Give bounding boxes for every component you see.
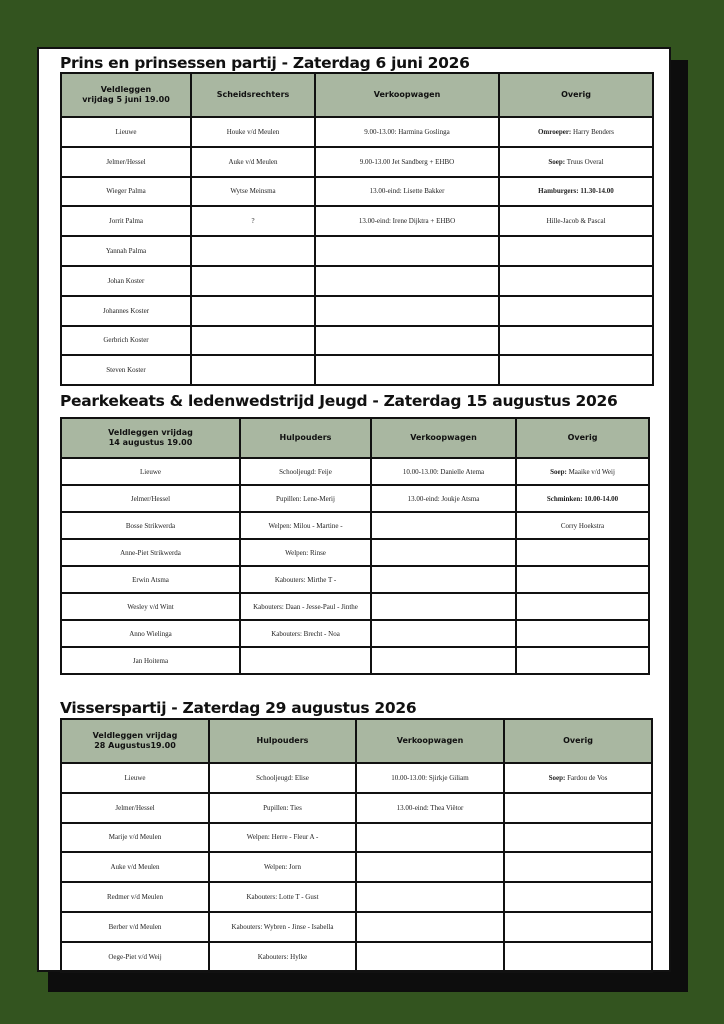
- table-row: [61, 206, 653, 236]
- cell-helpers: [240, 647, 371, 674]
- cell-verkoopwagen: [315, 236, 499, 266]
- column-header-overig: Overig: [504, 719, 652, 763]
- column-header-verkoopwagen: Verkoopwagen: [371, 418, 516, 458]
- table-row: [61, 266, 653, 296]
- cell-veldleggen: Johannes Koster: [61, 296, 191, 326]
- cell-verkoopwagen: [315, 266, 499, 296]
- cell-verkoopwagen: 13.00-eind: Lisette Bakker: [315, 177, 499, 207]
- table-row: [61, 647, 649, 674]
- cell-veldleggen: Jan Hoitema: [61, 647, 240, 674]
- cell-overig: [504, 852, 652, 882]
- cell-helpers: [191, 326, 315, 356]
- cell-verkoopwagen: 13.00-eind: Joukje Atsma: [371, 485, 516, 512]
- table-row: [61, 882, 652, 912]
- cell-overig: Hille-Jacob & Pascal: [499, 206, 653, 236]
- cell-overig: [504, 912, 652, 942]
- cell-verkoopwagen: 13.00-eind: Irene Dijktra + EHBO: [315, 206, 499, 236]
- cell-verkoopwagen: [371, 620, 516, 647]
- schedule-table: [60, 718, 653, 973]
- section-title: Pearkekeats & ledenwedstrijd Jeugd - Zaterdag 15 augustus 2026: [60, 392, 618, 410]
- cell-overig: [499, 266, 653, 296]
- cell-helpers: Wytse Meinsma: [191, 177, 315, 207]
- cell-veldleggen: Gerbrich Koster: [61, 326, 191, 356]
- cell-helpers: Welpen: Jorn: [209, 852, 356, 882]
- cell-veldleggen: Jelmer/Hessel: [61, 793, 209, 823]
- cell-helpers: Auke v/d Meulen: [191, 147, 315, 177]
- cell-verkoopwagen: [371, 512, 516, 539]
- cell-verkoopwagen: [315, 296, 499, 326]
- table-row: [61, 355, 653, 385]
- cell-veldleggen: Erwin Atsma: [61, 566, 240, 593]
- cell-overig: Schminken: 10.00-14.00: [516, 485, 649, 512]
- section-title: Visserspartij - Zaterdag 29 augustus 2026: [60, 699, 417, 717]
- table-row: [61, 512, 649, 539]
- cell-veldleggen: Wieger Palma: [61, 177, 191, 207]
- cell-veldleggen: Johan Koster: [61, 266, 191, 296]
- cell-veldleggen: Steven Koster: [61, 355, 191, 385]
- cell-overig: Omroeper: Harry Benders: [499, 117, 653, 147]
- cell-helpers: Kabouters: Mirthe T -: [240, 566, 371, 593]
- cell-helpers: [191, 296, 315, 326]
- table-row: [61, 296, 653, 326]
- cell-overig: [499, 296, 653, 326]
- cell-verkoopwagen: [371, 593, 516, 620]
- cell-helpers: Welpen: Milou - Martine -: [240, 512, 371, 539]
- cell-helpers: Kabouters: Daan - Jesse-Paul - Jinthe: [240, 593, 371, 620]
- cell-overig: [504, 942, 652, 972]
- table-row: [61, 763, 652, 793]
- cell-overig: [499, 236, 653, 266]
- cell-veldleggen: Jelmer/Hessel: [61, 485, 240, 512]
- cell-helpers: Kabouters: Lotte T - Gust: [209, 882, 356, 912]
- cell-helpers: ?: [191, 206, 315, 236]
- cell-veldleggen: Anno Wielinga: [61, 620, 240, 647]
- cell-verkoopwagen: 10.00-13.00: Sjirkje Giliam: [356, 763, 504, 793]
- section-title: Prins en prinsessen partij - Zaterdag 6 juni 2026: [60, 54, 470, 72]
- cell-verkoopwagen: 9.00-13.00: Harmina Goslinga: [315, 117, 499, 147]
- cell-veldleggen: Yannah Palma: [61, 236, 191, 266]
- column-header-overig: Overig: [516, 418, 649, 458]
- cell-helpers: Schooljeugd: Elise: [209, 763, 356, 793]
- table-row: [61, 593, 649, 620]
- cell-verkoopwagen: [315, 355, 499, 385]
- column-header-helpers: Hulpouders: [209, 719, 356, 763]
- table-row: [61, 823, 652, 853]
- cell-helpers: Houke v/d Meulen: [191, 117, 315, 147]
- cell-verkoopwagen: [356, 852, 504, 882]
- table-row: [61, 326, 653, 356]
- column-header-verkoopwagen: Verkoopwagen: [356, 719, 504, 763]
- schedule-table: [60, 72, 654, 386]
- cell-verkoopwagen: [356, 912, 504, 942]
- cell-overig: Corry Hoekstra: [516, 512, 649, 539]
- cell-overig: [516, 566, 649, 593]
- table-row: [61, 485, 649, 512]
- cell-verkoopwagen: [371, 566, 516, 593]
- cell-verkoopwagen: [356, 882, 504, 912]
- cell-helpers: [191, 236, 315, 266]
- cell-helpers: Pupillen: Ties: [209, 793, 356, 823]
- table-row: [61, 942, 652, 972]
- cell-verkoopwagen: 10.00-13.00: Danielle Atema: [371, 458, 516, 485]
- column-header-helpers: Hulpouders: [240, 418, 371, 458]
- column-header-veldleggen: Veldleggen vrijdag 28 Augustus19.00: [61, 719, 209, 763]
- table-row: [61, 117, 653, 147]
- cell-verkoopwagen: 9.00-13.00 Jet Sandberg + EHBO: [315, 147, 499, 177]
- table-row: [61, 912, 652, 942]
- table-row: [61, 236, 653, 266]
- cell-verkoopwagen: 13.00-eind: Thea Viëtor: [356, 793, 504, 823]
- cell-verkoopwagen: [356, 823, 504, 853]
- cell-overig: [516, 593, 649, 620]
- cell-helpers: [191, 266, 315, 296]
- cell-helpers: Kabouters: Brecht - Noa: [240, 620, 371, 647]
- column-header-overig: Overig: [499, 73, 653, 117]
- cell-veldleggen: Berber v/d Meulen: [61, 912, 209, 942]
- cell-veldleggen: Lieuwe: [61, 117, 191, 147]
- table-row: [61, 177, 653, 207]
- table-row: [61, 458, 649, 485]
- cell-verkoopwagen: [371, 647, 516, 674]
- cell-overig: [516, 539, 649, 566]
- cell-helpers: [191, 355, 315, 385]
- cell-veldleggen: Marije v/d Meulen: [61, 823, 209, 853]
- cell-overig: [504, 823, 652, 853]
- table-row: [61, 620, 649, 647]
- cell-overig: Soep: Truus Overal: [499, 147, 653, 177]
- cell-veldleggen: Lieuwe: [61, 763, 209, 793]
- column-header-veldleggen: Veldleggen vrijdag 5 juni 19.00: [61, 73, 191, 117]
- cell-veldleggen: Auke v/d Meulen: [61, 852, 209, 882]
- table-row: [61, 566, 649, 593]
- cell-veldleggen: Redmer v/d Meulen: [61, 882, 209, 912]
- cell-overig: [516, 620, 649, 647]
- cell-overig: [504, 793, 652, 823]
- cell-helpers: Pupillen: Lene-Merij: [240, 485, 371, 512]
- column-header-veldleggen: Veldleggen vrijdag 14 augustus 19.00: [61, 418, 240, 458]
- cell-verkoopwagen: [371, 539, 516, 566]
- cell-veldleggen: Wesley v/d Wint: [61, 593, 240, 620]
- table-row: [61, 793, 652, 823]
- cell-overig: Soep: Maaike v/d Weij: [516, 458, 649, 485]
- cell-helpers: Welpen: Rinse: [240, 539, 371, 566]
- cell-overig: [499, 326, 653, 356]
- cell-verkoopwagen: [315, 326, 499, 356]
- column-header-verkoopwagen: Verkoopwagen: [315, 73, 499, 117]
- cell-helpers: Welpen: Herre - Fleur A -: [209, 823, 356, 853]
- cell-veldleggen: Anne-Piet Strikwerda: [61, 539, 240, 566]
- column-header-helpers: Scheidsrechters: [191, 73, 315, 117]
- table-row: [61, 852, 652, 882]
- cell-overig: Hamburgers: 11.30-14.00: [499, 177, 653, 207]
- cell-helpers: Kabouters: Wybren - Jinse - Isabella: [209, 912, 356, 942]
- cell-veldleggen: Jorrit Palma: [61, 206, 191, 236]
- cell-overig: Soep: Fardou de Vos: [504, 763, 652, 793]
- table-row: [61, 539, 649, 566]
- cell-verkoopwagen: [356, 942, 504, 972]
- cell-helpers: Kabouters: Hylke: [209, 942, 356, 972]
- cell-overig: [499, 355, 653, 385]
- cell-veldleggen: Oege-Piet v/d Weij: [61, 942, 209, 972]
- cell-overig: [516, 647, 649, 674]
- cell-veldleggen: Jelmer/Hessel: [61, 147, 191, 177]
- cell-overig: [504, 882, 652, 912]
- cell-veldleggen: Lieuwe: [61, 458, 240, 485]
- cell-veldleggen: Bosse Strikwerda: [61, 512, 240, 539]
- schedule-table: [60, 417, 650, 675]
- table-row: [61, 147, 653, 177]
- cell-helpers: Schooljeugd: Feije: [240, 458, 371, 485]
